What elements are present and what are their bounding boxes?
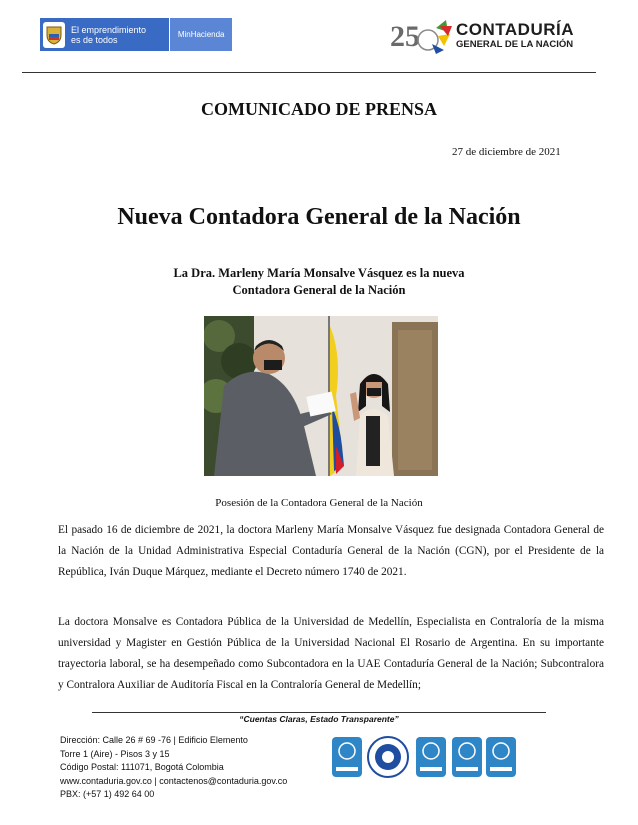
gov-slogan-line1: El emprendimiento — [71, 24, 147, 35]
paragraph-appointment: El pasado 16 de diciembre de 2021, la doctora Marleny María Monsalve Vásquez fue designada Contadora General de la Nación de la Unidad Administrativa Especial Contaduría General de la Nación (CGN), por el Presidente de la República, Iván Duque Márquez, mediante el Decreto número 1740 de 2021. — [58, 524, 604, 578]
org-title: CONTADURÍA — [456, 20, 575, 39]
swearing-in-photo — [204, 316, 438, 476]
icontec-seal-4-icon — [486, 737, 516, 777]
ministry-block — [169, 18, 232, 51]
photo-caption: Posesión de la Contadora General de la Nación — [215, 497, 423, 509]
org-subtitle: GENERAL DE LA NACIÓN — [456, 39, 574, 50]
document-title: Nueva Contadora General de la Nación — [117, 204, 521, 230]
icontec-seal-2-icon — [416, 737, 446, 777]
iqnet-seal-icon — [368, 737, 408, 777]
contact-web[interactable]: www.contaduria.gov.co | contactenos@contaduria.gov.co — [60, 775, 288, 786]
contact-tower: Torre 1 (Aire) - Pisos 3 y 15 — [60, 748, 170, 759]
subtitle-line1: La Dra. Marleny María Monsalve Vásquez es la nueva — [173, 266, 465, 280]
release-date: 27 de diciembre de 2021 — [452, 146, 561, 158]
contact-postal: Código Postal: 111071, Bogotá Colombia — [60, 762, 224, 772]
government-logo — [40, 18, 232, 51]
footer-divider — [92, 712, 546, 713]
contact-phone: PBX: (+57 1) 492 64 00 — [60, 789, 155, 799]
icontec-seal-icon — [332, 737, 362, 777]
header-divider — [22, 72, 596, 73]
coat-of-arms-icon — [43, 22, 65, 48]
gov-slogan — [71, 25, 146, 45]
gov-brand-block — [40, 18, 169, 51]
press-release-heading: COMUNICADO DE PRENSA — [200, 99, 437, 119]
document-subtitle — [0, 265, 638, 299]
certification-seals-icon — [330, 735, 520, 797]
subtitle-line2: Contadora General de la Nación — [232, 283, 406, 297]
svg-text:25: 25 — [390, 20, 420, 53]
icontec-seal-3-icon — [452, 737, 482, 777]
gov-slogan-line2: es de todos — [71, 34, 118, 45]
footer-slogan: “Cuentas Claras, Estado Transparente” — [239, 714, 399, 724]
paragraph-biography: La doctora Monsalve es Contadora Pública de la Universidad de Medellín, Especialista en Contraloría de la misma universidad y Magister en Gestión Pública de la Universidad Nacional El Rosario de Argentina. En su importante trayectoria laboral, se ha desempeñado como Subcontadora en la UAE Contaduría General de la Nación; Subcontralora y Contralora Auxiliar de Auditoría Fiscal en la Contraloría General de Medellín; — [58, 616, 604, 691]
contact-address: Dirección: Calle 26 # 69 -76 | Edificio Elemento — [60, 735, 248, 745]
contact-block — [60, 734, 287, 802]
ministry-label: MinHacienda — [177, 30, 225, 39]
